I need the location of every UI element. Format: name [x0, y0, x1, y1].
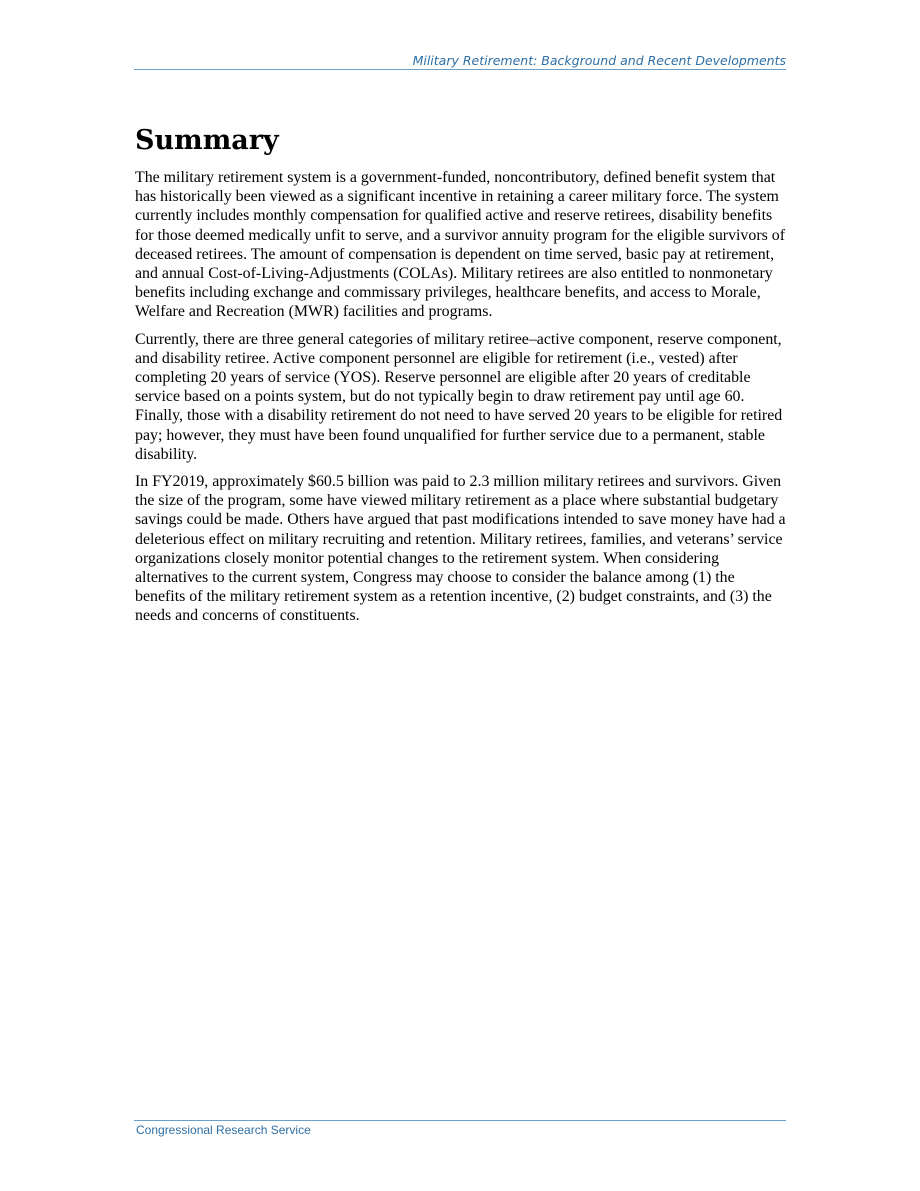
running-header: Military Retirement: Background and Recent Developments [412, 53, 786, 68]
footer-organization: Congressional Research Service [136, 1123, 311, 1137]
summary-title: Summary [135, 125, 279, 156]
summary-body [135, 168, 787, 634]
summary-paragraph-2: Currently, there are three general categories of military retiree–active component, reserve component, and disability retiree. Active component personnel are eligible for retirement (i.e., vested) after completing 20 years of service (YOS). Reserve personnel are eligible after 20 years of creditable service based on a points system, but do not typically begin to draw retirement pay until age 60. Finally, those with a disability retirement do not need to have served 20 years to be eligible for retired pay; however, they must have been found unqualified for further service due to a permanent, stable disability. [135, 330, 783, 463]
header-divider [134, 69, 786, 70]
summary-paragraph-3: In FY2019, approximately $60.5 billion was paid to 2.3 million military retirees and survivors. Given the size of the program, some have viewed military retirement as a place where substantial budgetary savings could be made. Others have argued that past modifications intended to save money have had a deleterious effect on military recruiting and retention. Military retirees, families, and veterans’ service organizations closely monitor potential changes to the retirement system. When considering alternatives to the current system, Congress may choose to consider the balance among (1) the benefits of the military retirement system as a retention incentive, (2) budget constraints, and (3) the needs and concerns of constituents. [135, 473, 786, 625]
footer-divider [134, 1120, 786, 1121]
summary-paragraph-1: The military retirement system is a government-funded, noncontributory, defined benefit system that has historically been viewed as a significant incentive in retaining a career military force. The system currently includes monthly compensation for qualified active and reserve retirees, disability benefits for those deemed medically unfit to serve, and a survivor annuity program for the eligible survivors of deceased retirees. The amount of compensation is dependent on time served, basic pay at retirement, and annual Cost-of-Living-Adjustments (COLAs). Military retirees are also entitled to nonmonetary benefits including exchange and commissary privileges, healthcare benefits, and access to Morale, Welfare and Recreation (MWR) facilities and programs. [135, 169, 786, 321]
